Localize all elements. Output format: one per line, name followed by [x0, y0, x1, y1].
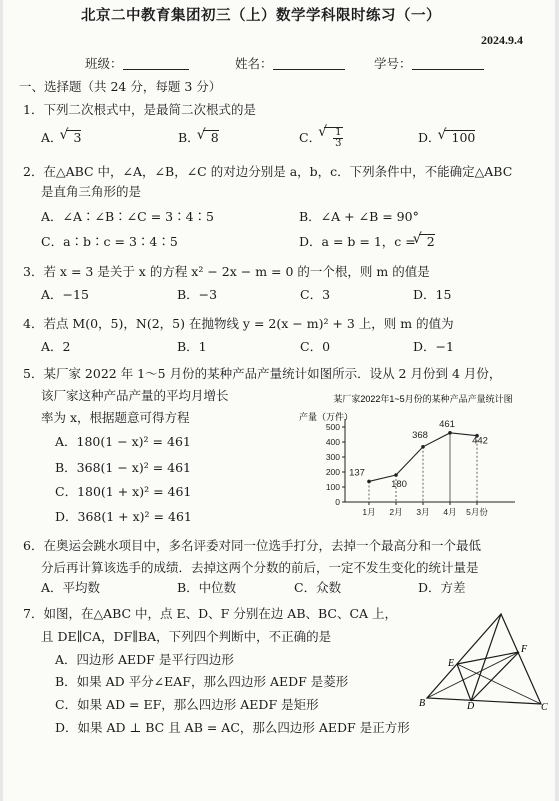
q4-text: 若点 M(0，5)，N(2，5) 在抛物线 y = 2(x − m)² + 3 上，则 m 的值为: [43, 316, 454, 331]
name-label: 姓名：: [235, 56, 273, 71]
q1-b-radical: √ 8: [203, 130, 219, 145]
data-label: 368: [412, 429, 428, 441]
x-tick-label: 3月: [416, 507, 430, 517]
id-blank: [412, 58, 484, 70]
q5-stem-line2: 该厂家这种产品产量的平均月增长: [41, 388, 229, 403]
q2-number: 2．: [23, 164, 44, 179]
q1-c-label: C．: [299, 130, 322, 145]
q1-d-radical: √ 100: [444, 130, 476, 145]
q1-option-b: [178, 130, 219, 146]
q2-stem-line1: [23, 164, 512, 180]
point-f-label: F: [521, 644, 528, 655]
point-b-label: B: [419, 698, 426, 709]
q1-option-c: [299, 126, 343, 150]
q7-option-b: B．如果 AD 平分∠EAF，那么四边形 AEDF 是菱形: [55, 674, 349, 689]
q1-a-radical: √ 3: [66, 130, 82, 145]
y-tick-label: 0: [335, 497, 340, 507]
q6-number: 6．: [23, 538, 44, 553]
q4-option-b: B．1: [177, 339, 207, 354]
q1-d-label: D．: [418, 130, 441, 145]
point-e-label: E: [448, 658, 455, 669]
q4-option-d: D．−1: [413, 339, 454, 354]
q6-stem-line1: [23, 538, 481, 554]
q3-option-d: D．15: [413, 287, 452, 302]
q7-number: 7．: [23, 606, 44, 621]
q7-stem-line1: [23, 606, 397, 622]
class-label: 班级：: [85, 56, 123, 71]
q7-option-a: A．四边形 AEDF 是平行四边形: [55, 652, 234, 667]
q4-number: 4．: [23, 316, 44, 331]
y-tick-label: 100: [325, 482, 340, 492]
point-d-label: D: [467, 701, 475, 710]
x-tick-label: 2月: [389, 507, 403, 517]
q5-stem-line3: 率为 x，根据题意可得方程: [41, 410, 190, 425]
q5-line-chart: [299, 392, 533, 524]
q1-c-numerator: √ 1: [335, 127, 342, 138]
q5-option-a: A．180(1 − x)² = 461: [55, 434, 191, 449]
q3-option-b: B．−3: [177, 287, 218, 302]
q5-option-b: B．368(1 − x)² = 461: [55, 460, 192, 475]
q5-number: 5．: [23, 366, 44, 381]
q2-option-c: C．a∶b∶c = 3∶4∶5: [41, 234, 178, 249]
data-label: 442: [472, 435, 488, 447]
q3-option-c: C．3: [300, 287, 331, 302]
data-label: 461: [439, 418, 455, 430]
q5-stem-line1: [23, 366, 501, 382]
q6-option-d: D．方差: [418, 580, 466, 595]
chart-title: 某厂家2022年1~5月份的某种产品产量统计图: [333, 394, 513, 404]
q7-option-c: C．如果 AD = EF，那么四边形 AEDF 是矩形: [55, 697, 319, 712]
data-label: 180: [391, 479, 407, 490]
q3-text: 若 x = 3 是关于 x 的方程 x² − 2x − m = 0 的一个根，则 m 的值是: [43, 264, 430, 279]
q7-text-1: 如图，在△ABC 中，点 E、D、F 分别在边 AB、BC、CA 上，: [43, 606, 398, 621]
q2-option-d: [299, 234, 435, 250]
y-tick-label: 200: [325, 467, 340, 477]
name-blank: [273, 58, 345, 70]
q6-stem-line2: 分后再计算该选手的成绩．去掉这两个分数的前后，一定不发生变化的统计量是: [41, 560, 479, 575]
q1-stem: [23, 102, 256, 118]
q1-option-d: [418, 130, 475, 146]
q1-c-radical: [324, 127, 343, 149]
q1-number: 1．: [23, 102, 44, 117]
x-tick-label: 4月: [443, 507, 457, 517]
q2-option-b: B．∠A + ∠B = 90°: [299, 209, 419, 224]
q2-d-radical: √ 2: [419, 234, 435, 249]
q1-option-a: [41, 130, 81, 146]
q6-option-c: C．众数: [294, 580, 342, 595]
q1-text: 下列二次根式中，是最简二次根式的是: [43, 102, 256, 117]
exam-paper: [3, 0, 555, 801]
x-tick-label: 5月份: [466, 507, 488, 517]
page-title: 北京二中教育集团初三（上）数学学科限时练习（一）: [81, 7, 441, 24]
id-field: [374, 56, 484, 72]
q3-stem: [23, 264, 430, 280]
q4-stem: [23, 316, 454, 332]
id-label: 学号：: [374, 56, 412, 71]
chart-ylabel: 产量（万件）: [299, 412, 354, 422]
q3-number: 3．: [23, 264, 44, 279]
q5-option-d: D．368(1 + x)² = 461: [55, 509, 192, 524]
section-heading: 一、选择题（共 24 分，每题 3 分）: [19, 79, 222, 94]
q7-option-d: D．如果 AD ⊥ BC 且 AB = AC，那么四边形 AEDF 是正方形: [55, 720, 410, 735]
q1-a-label: A．: [41, 130, 63, 145]
data-label: 137: [349, 467, 365, 479]
name-field: [235, 56, 345, 72]
q1-c-denominator: 3: [335, 138, 342, 149]
q1-b-label: B．: [178, 130, 200, 145]
exam-date: 2024.9.4: [481, 33, 523, 47]
q6-text-1: 在奥运会跳水项目中，多名评委对同一位选手打分，去掉一个最高分和一个最低: [43, 538, 481, 553]
y-tick-label: 400: [325, 437, 340, 447]
q3-option-a: A．−15: [41, 287, 89, 302]
q4-option-c: C．0: [300, 339, 331, 354]
q2-option-a: A．∠A∶∠B∶∠C = 3∶4∶5: [41, 209, 215, 224]
q7-stem-line2: 且 DE∥CA，DF∥BA，下列四个判断中，不正确的是: [41, 629, 332, 644]
y-tick-label: 500: [325, 422, 340, 432]
q6-option-a: A．平均数: [41, 580, 101, 595]
q7-triangle-figure: [415, 608, 553, 710]
segment-ad: [471, 614, 501, 701]
q5-text-1: 某厂家 2022 年 1～5 月份的某种产品产量统计如图所示．设从 2 月份到 4 月份，: [43, 366, 502, 381]
point-c-label: C: [541, 702, 548, 710]
q5-option-c: C．180(1 + x)² = 461: [55, 484, 192, 499]
q2-stem-line2: 是直角三角形的是: [41, 184, 142, 199]
class-field: [85, 56, 189, 72]
y-tick-label: 300: [325, 452, 340, 462]
segment-bf: [427, 652, 519, 698]
q2-d-text: D．a = b = 1，c =: [299, 234, 416, 249]
class-blank: [123, 58, 189, 70]
x-tick-label: 1月: [362, 507, 376, 517]
q6-option-b: B．中位数: [177, 580, 237, 595]
q4-option-a: A．2: [41, 339, 71, 354]
q2-text-1: 在△ABC 中，∠A，∠B，∠C 的对边分别是 a，b，c．下列条件中，不能确定△ABC: [43, 164, 513, 179]
